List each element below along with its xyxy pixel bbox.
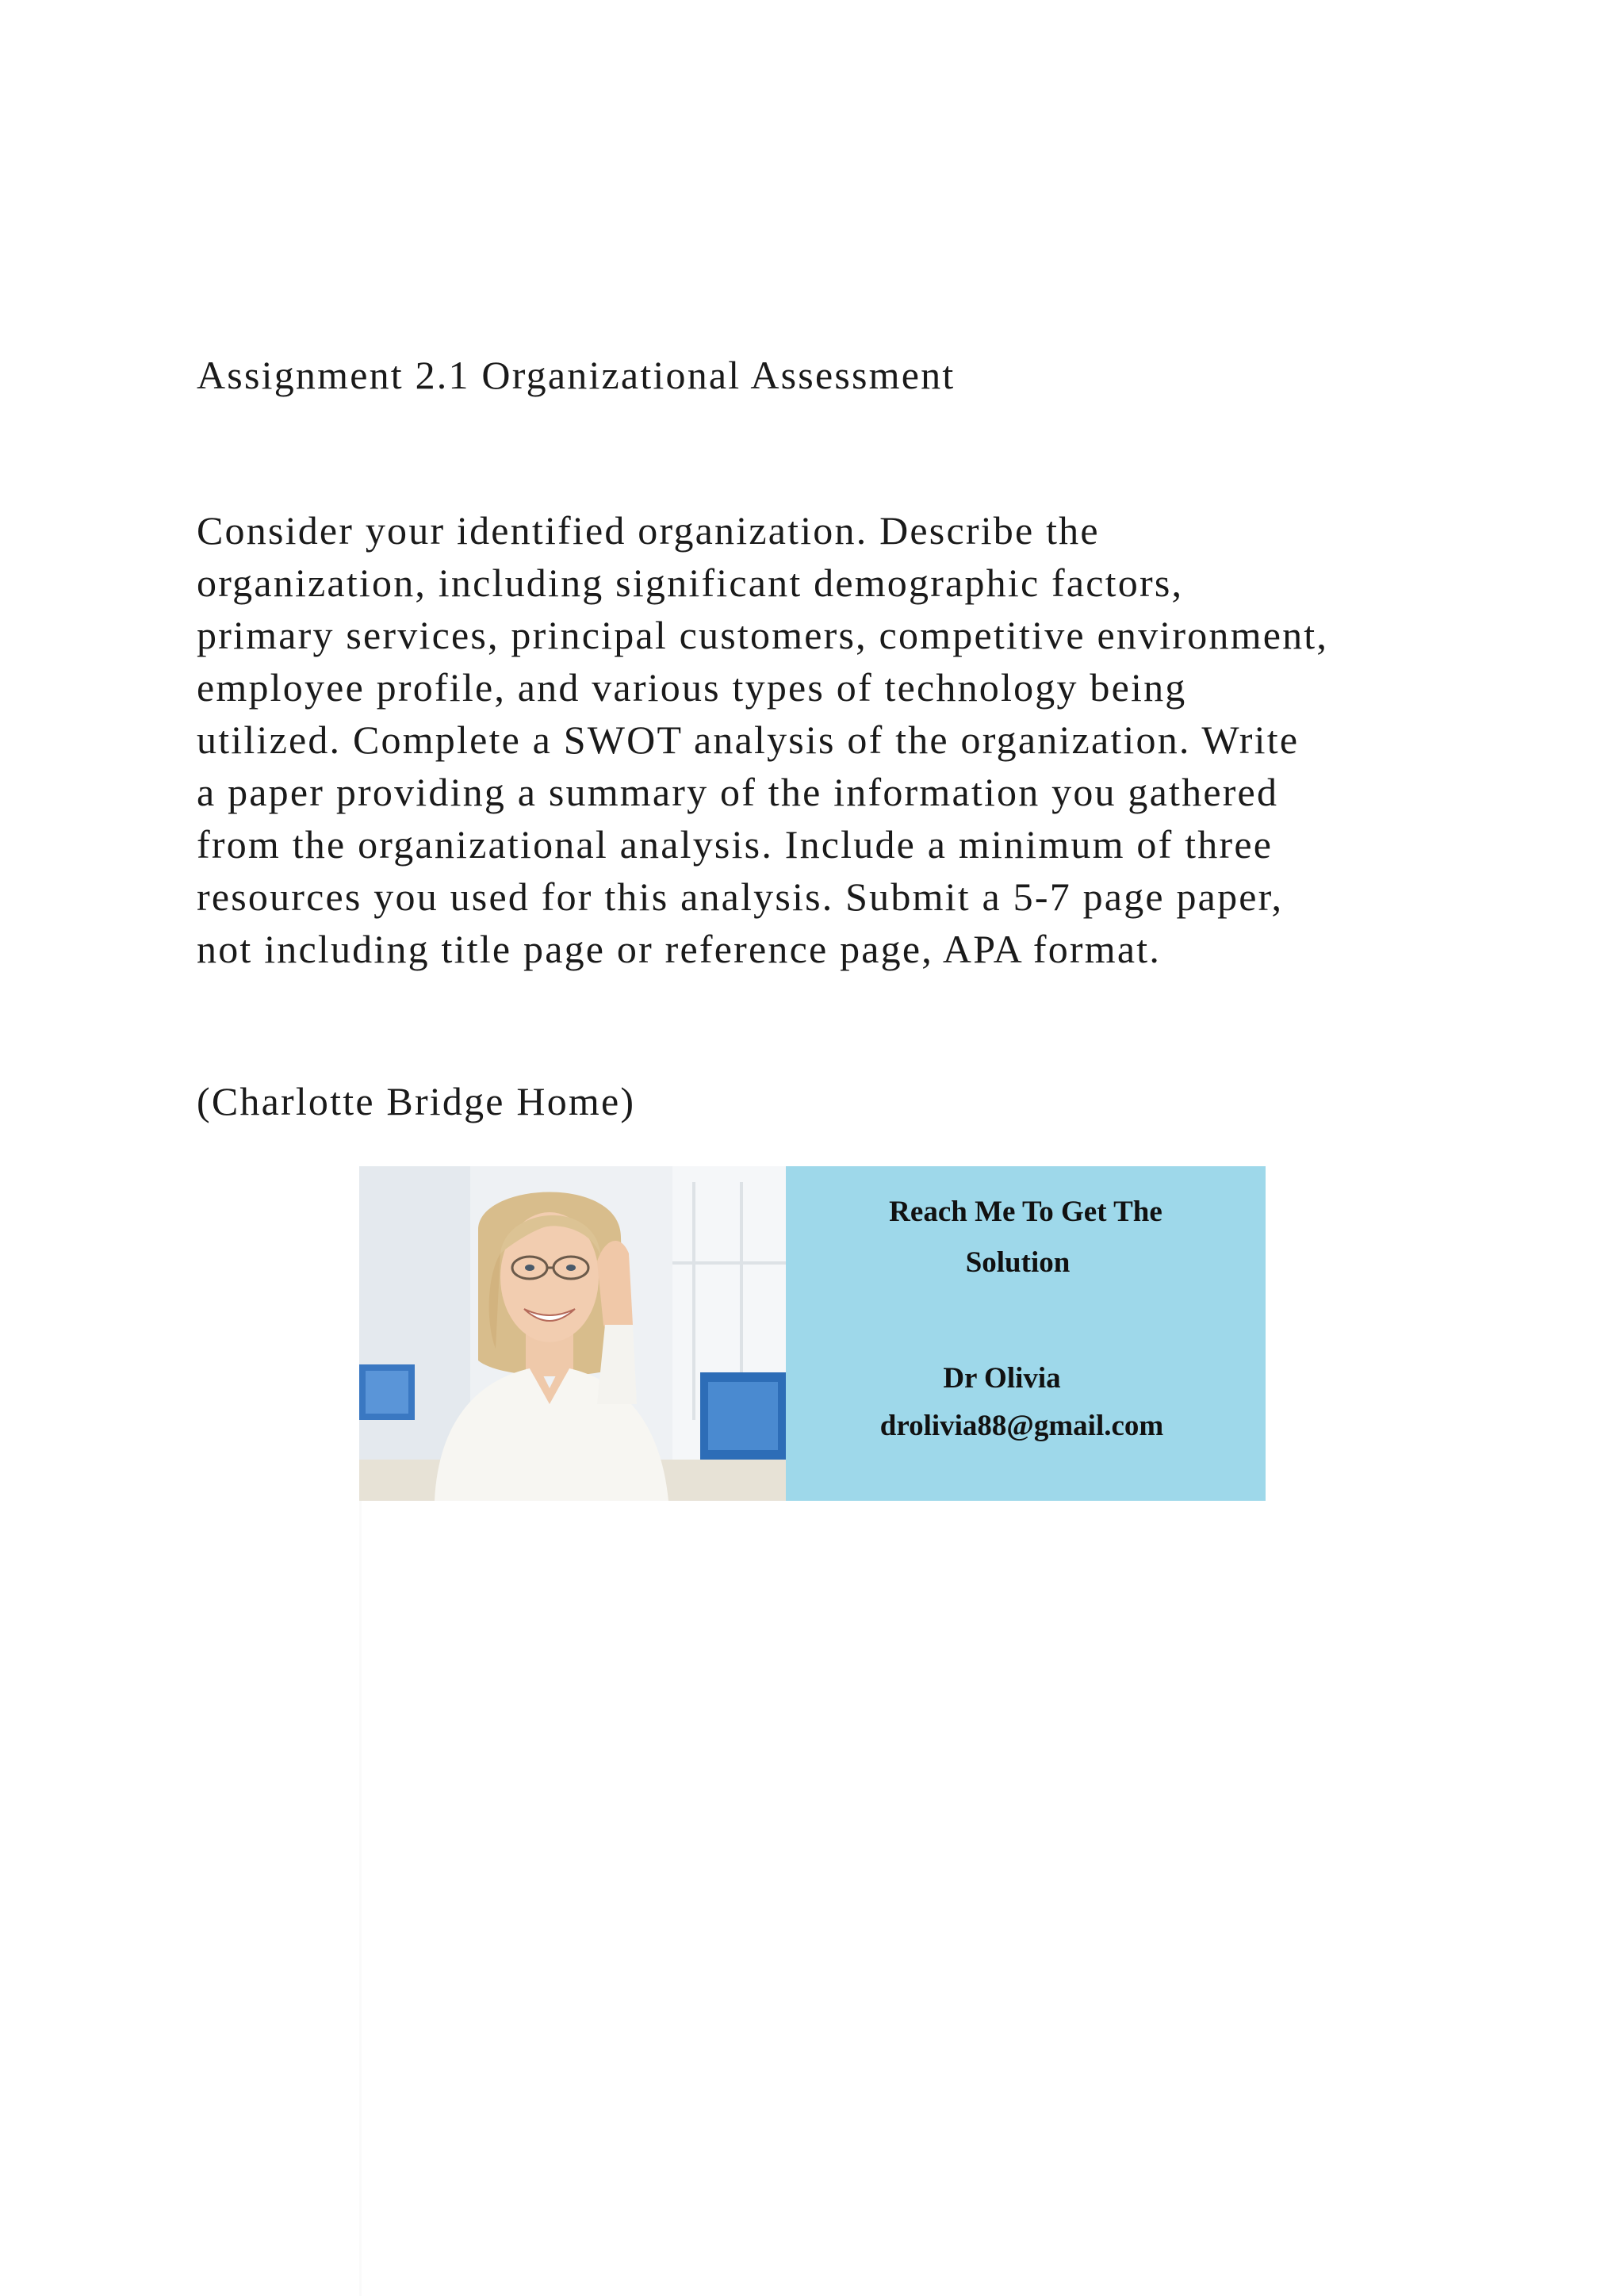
contact-info-panel [786,1166,1266,1501]
body-line: Consider your identified organization. Describe the [197,508,1100,553]
body-line: utilized. Complete a SWOT analysis of the organization. Write [197,718,1300,762]
body-line: from the organizational analysis. Include a minimum of three [197,822,1274,867]
body-line: not including title page or reference page, APA format. [197,927,1162,971]
woman-photo-icon [359,1166,786,1501]
body-line: primary services, principal customers, competitive environment, [197,613,1329,657]
banner-heading-solution: Solution [965,1246,1071,1279]
divider [359,1501,362,2296]
organization-name: (Charlotte Bridge Home) [197,1079,636,1123]
body-line: resources you used for this analysis. Submit a 5-7 page paper, [197,874,1284,919]
body-line: a paper providing a summary of the information you gathered [197,770,1279,814]
banner-heading: Reach Me To Get The [889,1196,1162,1228]
document-title: Assignment 2.1 Organizational Assessment [197,353,956,397]
contact-name: Dr Olivia [943,1362,1061,1395]
body-line: employee profile, and various types of technology being [197,665,1187,710]
contact-email[interactable]: drolivia88@gmail.com [879,1410,1164,1442]
contact-banner [359,1166,1266,1501]
body-line: organization, including significant demographic factors, [197,561,1184,605]
document-body [197,504,1434,975]
